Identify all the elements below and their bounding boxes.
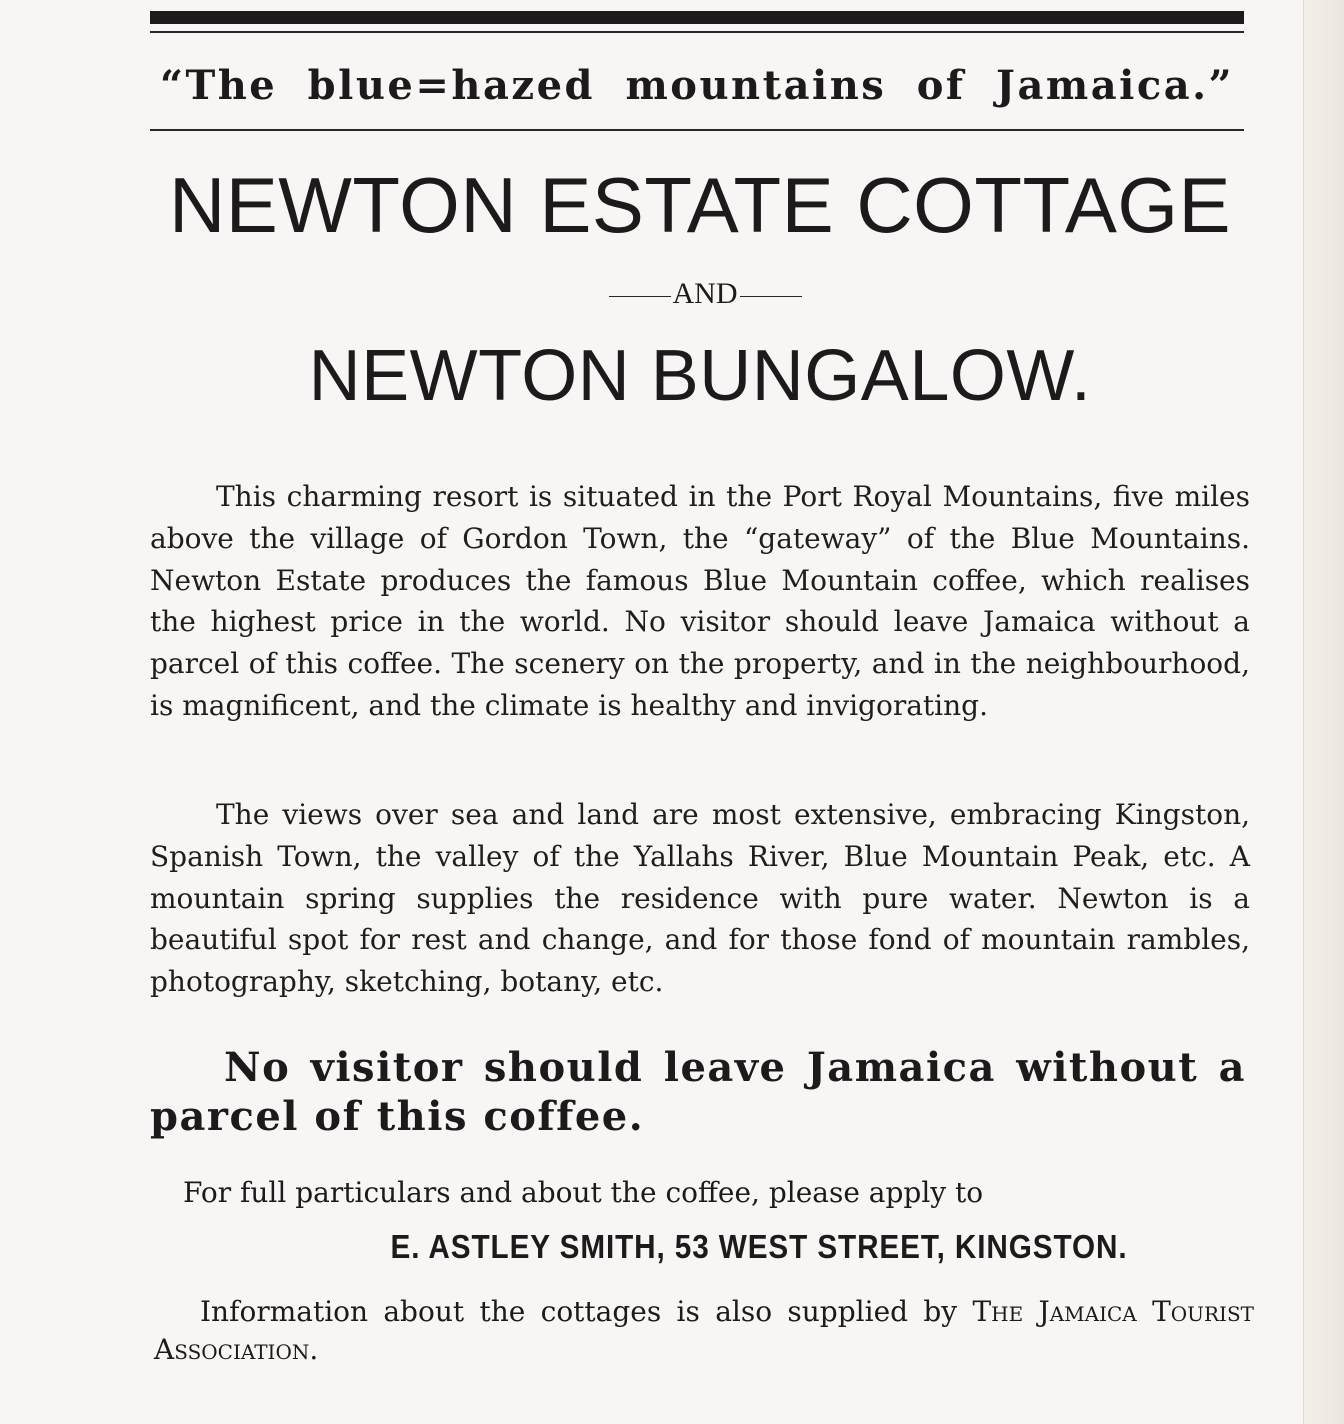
and-word: AND bbox=[672, 277, 738, 310]
dash-right bbox=[740, 296, 802, 297]
info-text: Information about the cottages is also supplied by bbox=[200, 1295, 958, 1328]
top-thick-rule bbox=[150, 11, 1244, 24]
page-edge bbox=[1303, 0, 1344, 1424]
tagline: “The blue=hazed mountains of Jamaica.” bbox=[159, 62, 1235, 109]
dash-left bbox=[609, 296, 671, 297]
description-paragraph-2: The views over sea and land are most extensive, embracing Kingston, Spanish Town, the valley of the Yallahs River, Blue Mountain Peak, etc. A mountain spring supplies the residence with pure water. Newton is a beautiful spot for rest and change, and for those fond of mountain rambles, photography, sketching, botany, etc. bbox=[150, 798, 1250, 999]
title-newton-bungalow: NEWTON BUNGALOW. bbox=[308, 336, 1092, 416]
apply-instruction: For full particulars and about the coffee, please apply to bbox=[183, 1176, 984, 1209]
and-separator bbox=[150, 277, 1260, 311]
description-paragraph-1: This charming resort is situated in the Port Royal Mountains, five miles above the village of Gordon Town, the “gateway” of the Blue Mountains. Newton Estate produces the famous Blue Mountain coffee, which realises the highest price in the world. No visitor should leave Jamaica without a parcel of this coffee. The scenery on the property, and in the neighbourhood, is magnificent, and the climate is healthy and invigorating. bbox=[150, 480, 1250, 722]
info-paragraph bbox=[154, 1293, 1254, 1369]
tagline-rule bbox=[150, 129, 1244, 131]
contact-address: E. ASTLEY SMITH, 53 WEST STREET, KINGSTON. bbox=[390, 1228, 1128, 1265]
top-thin-rule bbox=[150, 31, 1244, 33]
coffee-callout: No visitor should leave Jamaica without a parcel of this coffee. bbox=[150, 1044, 1246, 1140]
title-newton-estate-cottage: NEWTON ESTATE COTTAGE bbox=[168, 161, 1232, 249]
tourist-association-name: The Jamaica Tourist Association. bbox=[154, 1295, 1255, 1366]
